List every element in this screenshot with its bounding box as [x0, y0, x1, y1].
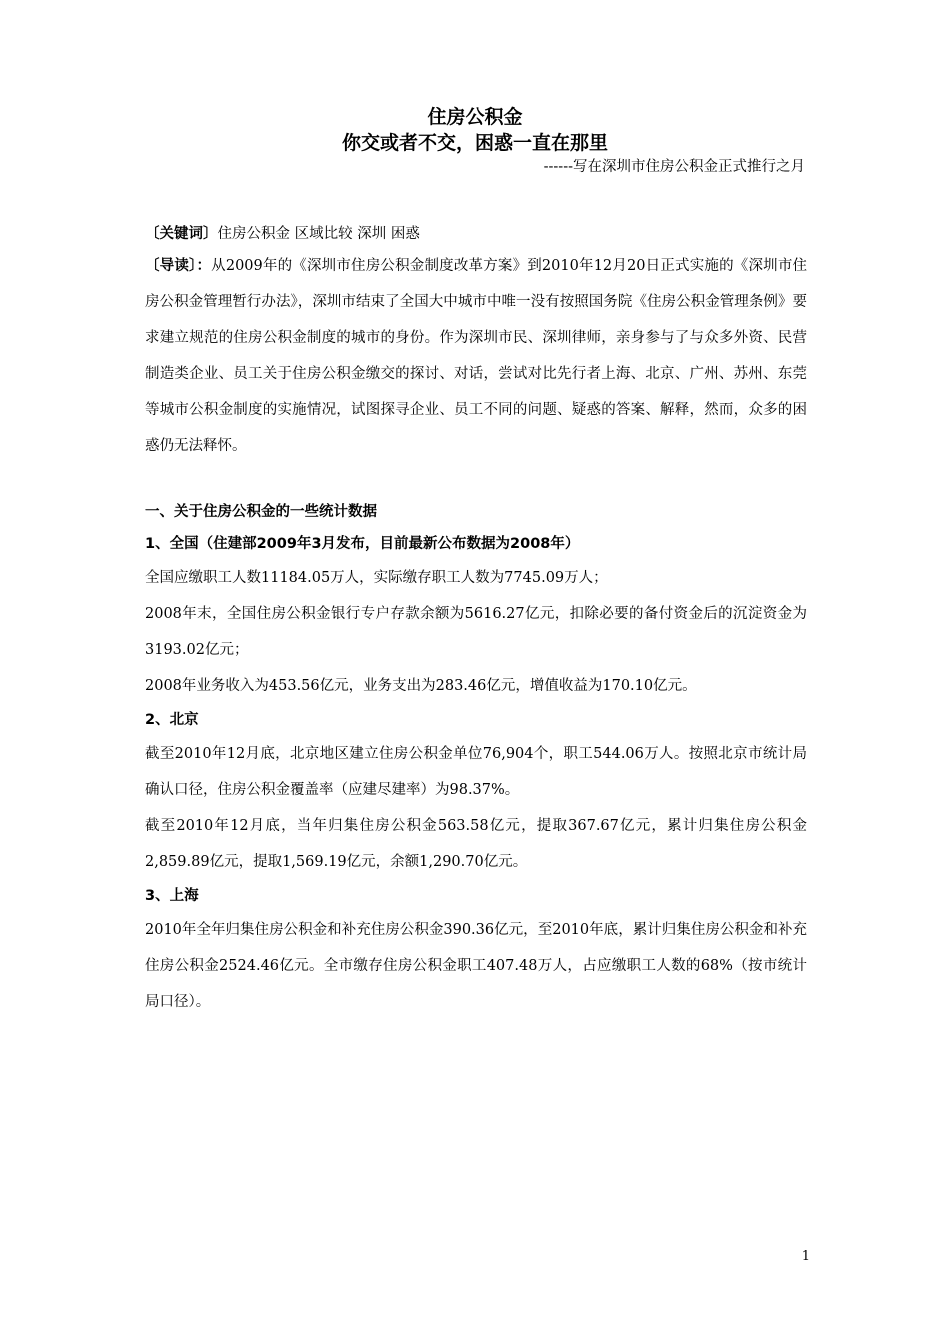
- beijing-paragraph-1: 截至2010年12月底，北京地区建立住房公积金单位76,904个，职工544.06万人。按照北京市统计局确认口径，住房公积金覆盖率（应建尽建率）为98.37%。: [145, 746, 807, 798]
- section-heading: 一、关于住房公积金的一些统计数据: [145, 504, 377, 520]
- lead-label: 〔导读〕：: [145, 258, 212, 274]
- subsection-heading-national: 1、全国（住建部2009年3月发布，目前最新公布数据为2008年）: [145, 536, 580, 552]
- keywords-line: [145, 218, 807, 250]
- title-block: [145, 104, 805, 178]
- document-title: 住房公积金: [427, 106, 523, 128]
- page-number: 1: [801, 1249, 810, 1264]
- keywords-label: 〔关键词〕: [145, 226, 218, 242]
- lead-text: 从2009年的《深圳市住房公积金制度改革方案》到2010年12月20日正式实施的《深圳市住房公积金管理暂行办法》，深圳市结束了全国大中城市中唯一没有按照国务院《住房公积金管理条例》要求建立规范的住房公积金制度的城市的身份。作为深圳市民、深圳律师，亲身参与了与众多外资、民营制造类企业、员工关于住房公积金缴交的探讨、对话，尝试对比先行者上海、北京、广州、苏州、东莞等城市公积金制度的实施情况，试图探寻企业、员工不同的问题、疑惑的答案、解释，然而，众多的困惑仍无法释怀。: [145, 258, 807, 454]
- subsection-heading-beijing: 2、北京: [145, 712, 199, 728]
- shanghai-paragraph-1: 2010年全年归集住房公积金和补充住房公积金390.36亿元，至2010年底，累计归集住房公积金和补充住房公积金2524.46亿元。全市缴存住房公积金职工407.48万人，占应缴职工人数的68%（按市统计局口径）。: [145, 922, 807, 1010]
- spacer: [145, 464, 807, 496]
- document-body: [145, 218, 807, 1020]
- document-title-line2: 你交或者不交，困惑一直在那里: [341, 132, 608, 154]
- national-paragraph-2: 2008年末，全国住房公积金银行专户存款余额为5616.27亿元，扣除必要的备付资金后的沉淀资金为3193.02亿元；: [145, 606, 807, 658]
- lead-paragraph: [145, 248, 807, 464]
- subsection-heading-shanghai: 3、上海: [145, 888, 199, 904]
- keywords-text: 住房公积金 区域比较 深圳 困惑: [217, 226, 420, 242]
- document-subtitle: ------写在深圳市住房公积金正式推行之月: [543, 159, 805, 175]
- national-paragraph-3: 2008年业务收入为453.56亿元，业务支出为283.46亿元，增值收益为170.10亿元。: [145, 678, 697, 694]
- national-paragraph-1: 全国应缴职工人数11184.05万人，实际缴存职工人数为7745.09万人；: [145, 570, 608, 586]
- beijing-paragraph-2: 截至2010年12月底，当年归集住房公积金563.58亿元，提取367.67亿元，累计归集住房公积金2,859.89亿元，提取1,569.19亿元，余额1,290.70亿元。: [145, 818, 807, 870]
